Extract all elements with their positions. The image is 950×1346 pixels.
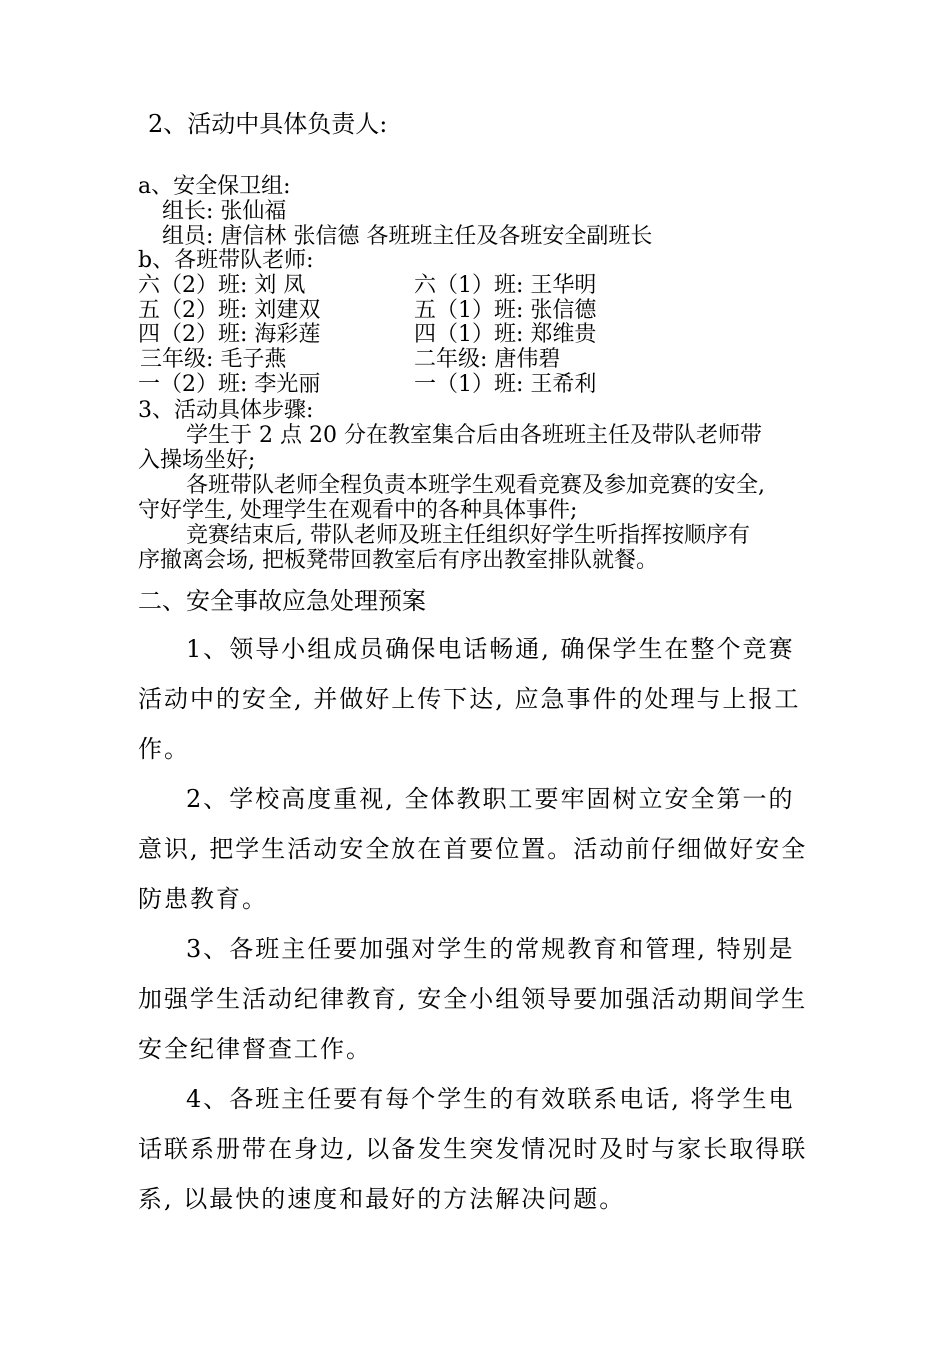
para-4-line-1: 4、各班主任要有每个学生的有效联系电话, 将学生电: [186, 1085, 795, 1113]
steps-line-6: 序撤离会场, 把板凳带回教室后有序出教室排队就餐。: [138, 548, 658, 573]
security-group-label: a、安全保卫组:: [138, 174, 291, 199]
para-1-line-3: 作。: [138, 735, 190, 763]
steps-label: 3、活动具体步骤:: [138, 398, 314, 423]
steps-line-1: 学生于 2 点 20 分在教室集合后由各班班主任及带队老师带: [186, 423, 762, 448]
teacher-right-2: 五（1）班: 张信德: [414, 298, 597, 323]
steps-line-3: 各班带队老师全程负责本班学生观看竞赛及参加竞赛的安全,: [186, 473, 765, 498]
teacher-left-4: 三年级: 毛子燕: [140, 347, 287, 372]
para-3-line-1: 3、各班主任要加强对学生的常规教育和管理, 特别是: [186, 935, 795, 963]
steps-line-2: 入操场坐好;: [138, 448, 256, 473]
steps-line-4: 守好学生, 处理学生在观看中的各种具体事件;: [138, 498, 578, 523]
teacher-left-3: 四（2）班: 海彩莲: [138, 322, 321, 347]
para-2-line-1: 2、学校高度重视, 全体教职工要牢固树立安全第一的: [186, 785, 795, 813]
para-1-line-2: 活动中的安全, 并做好上传下达, 应急事件的处理与上报工: [138, 685, 801, 713]
teacher-right-5: 一（1）班: 王希利: [414, 372, 597, 397]
teacher-right-3: 四（1）班: 郑维贵: [414, 322, 597, 347]
para-1-line-1: 1、领导小组成员确保电话畅通, 确保学生在整个竞赛: [186, 635, 795, 663]
security-group-members: 组员: 唐信林 张信德 各班班主任及各班安全副班长: [162, 224, 653, 249]
para-4-line-2: 话联系册带在身边, 以备发生突发情况时及时与家长取得联: [138, 1135, 808, 1163]
teachers-label: b、各班带队老师:: [138, 248, 314, 273]
para-3-line-2: 加强学生活动纪律教育, 安全小组领导要加强活动期间学生: [138, 985, 808, 1013]
teacher-right-1: 六（1）班: 王华明: [414, 273, 597, 298]
security-group-leader: 组长: 张仙福: [162, 199, 287, 224]
para-3-line-3: 安全纪律督查工作。: [138, 1035, 372, 1063]
teacher-left-1: 六（2）班: 刘 凤: [138, 273, 306, 298]
section-two-title: 二、安全事故应急处理预案: [138, 587, 426, 615]
para-4-line-3: 系, 以最快的速度和最好的方法解决问题。: [138, 1185, 626, 1213]
teacher-left-2: 五（2）班: 刘建双: [138, 298, 321, 323]
para-2-line-2: 意识, 把学生活动安全放在首要位置。活动前仔细做好安全: [138, 835, 808, 863]
para-2-line-3: 防患教育。: [138, 885, 268, 913]
teacher-left-5: 一（2）班: 李光丽: [138, 372, 321, 397]
teacher-right-4: 二年级: 唐伟碧: [414, 347, 561, 372]
section-2-title: 2、活动中具体负责人:: [148, 110, 388, 138]
steps-line-5: 竞赛结束后, 带队老师及班主任组织好学生听指挥按顺序有: [186, 523, 750, 548]
